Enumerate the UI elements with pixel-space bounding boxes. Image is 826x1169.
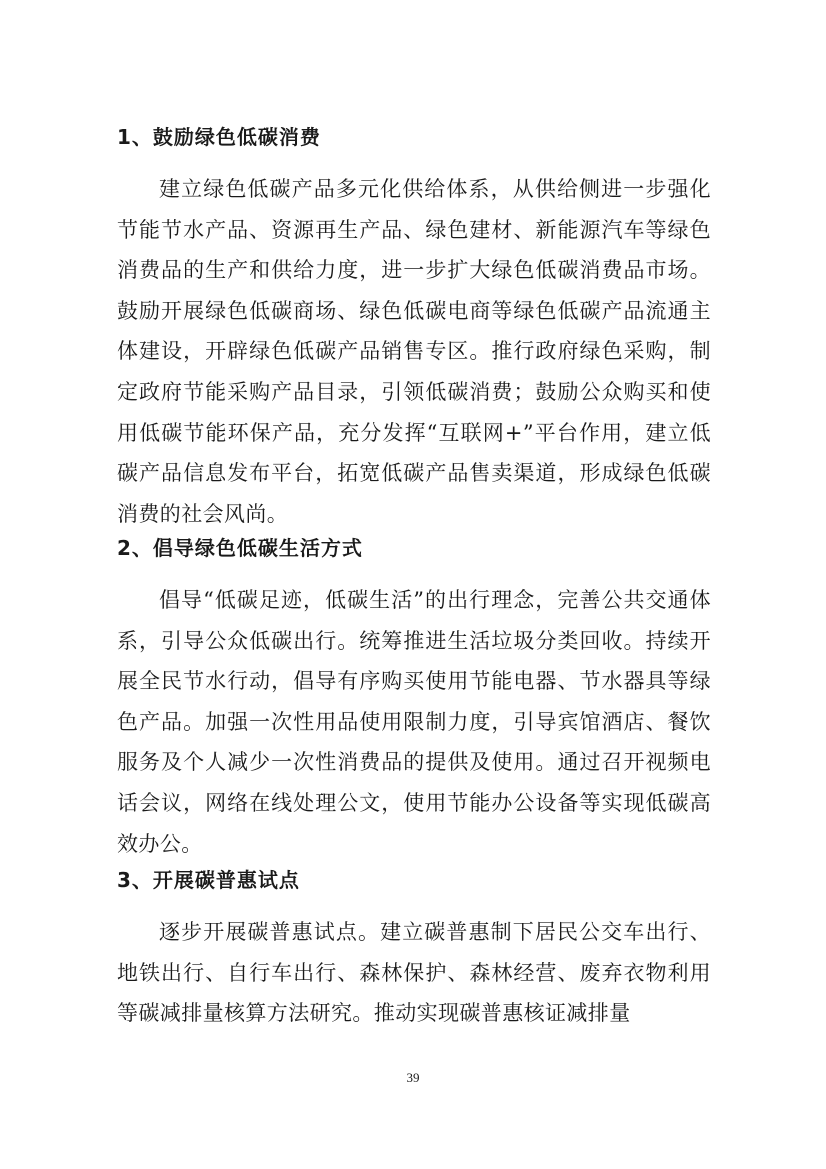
section-green-low-carbon-lifestyle [117, 528, 711, 864]
section-paragraph: 建立绿色低碳产品多元化供给体系，从供给侧进一步强化节能节水产品、资源再生产品、绿色建材、新能源汽车等绿色消费品的生产和供给力度，进一步扩大绿色低碳消费品市场。鼓励开展绿色低碳商场、绿色低碳电商等绿色低碳产品流通主体建设，开辟绿色低碳产品销售专区。推行政府绿色采购，制定政府节能采购产品目录，引领低碳消费；鼓励公众购买和使用低碳节能环保产品，充分发挥“互联网+”平台作用，建立低碳产品信息发布平台，拓宽低碳产品售卖渠道，形成绿色低碳消费的社会风尚。 [117, 177, 711, 526]
section-heading: 3、开展碳普惠试点 [117, 868, 300, 892]
section-paragraph: 逐步开展碳普惠试点。建立碳普惠制下居民公交车出行、地铁出行、自行车出行、森林保护、森林经营、废弃衣物利用等碳减排量核算方法研究。推动实现碳普惠核证减排量 [117, 920, 711, 1026]
page-number: 39 [406, 1070, 420, 1085]
section-green-low-carbon-consumption [117, 117, 711, 534]
section-carbon-inclusion-pilot [117, 860, 711, 1034]
section-heading: 1、鼓励绿色低碳消费 [117, 125, 321, 149]
section-paragraph: 倡导“低碳足迹，低碳生活”的出行理念，完善公共交通体系，引导公众低碳出行。统筹推进生活垃圾分类回收。持续开展全民节水行动，倡导有序购买使用节能电器、节水器具等绿色产品。加强一次性用品使用限制力度，引导宾馆酒店、餐饮服务及个人减少一次性消费品的提供及使用。通过召开视频电话会议，网络在线处理公文，使用节能办公设备等实现低碳高效办公。 [117, 588, 711, 856]
section-heading: 2、倡导绿色低碳生活方式 [117, 536, 363, 560]
